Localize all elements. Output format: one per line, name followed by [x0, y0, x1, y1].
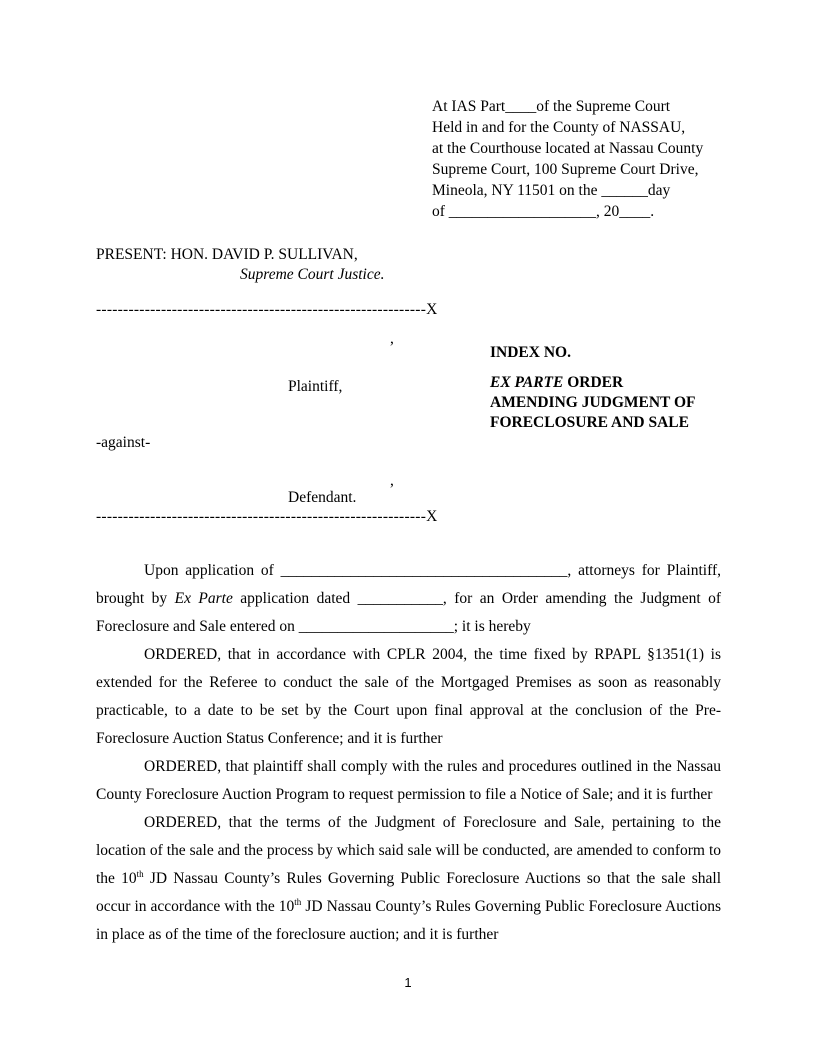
application-text: application dated: [232, 590, 358, 607]
present-line: PRESENT: HON. DAVID P. SULLIVAN,: [96, 246, 358, 263]
caption-separator-top: -------------------------------------------------------------X: [96, 301, 438, 318]
application-date-blank: ___________: [357, 590, 443, 607]
application-text: ; it is hereby: [453, 618, 531, 635]
application-text: , for an Order amending the Judgment of Foreclosure and Sale entered on: [96, 590, 721, 635]
defendant-name-comma: ,: [390, 472, 394, 489]
application-text: , attorneys for Plaintiff, brought by: [96, 562, 721, 607]
order-title-ex-parte: EX PARTE: [490, 374, 564, 391]
court-caption-line: at the Courthouse located at Nassau County: [432, 140, 704, 157]
justice-title: Supreme Court Justice.: [240, 266, 385, 283]
application-text: Upon application of: [144, 562, 281, 579]
defendant-label: Defendant.: [288, 489, 357, 506]
ex-parte-italic: Ex Parte: [174, 590, 233, 607]
terms-text: JD Nassau County’s Rules Governing Public Foreclosure Auctions in place as of the time of the foreclosure auction; and it is further: [96, 898, 721, 943]
order-title-line1: [490, 373, 623, 393]
ordered-paragraph-cplr: ORDERED, that in accordance with CPLR 2004, the time fixed by RPAPL §1351(1) is extended for the Referee to conduct the sale of the Mortgaged Premises as soon as reasonably practicable, to a date to be set by the Court upon final approval at the conclusion of the Pre-Foreclosure Auction Status Conference; and it is further: [96, 646, 721, 747]
terms-text: JD Nassau County’s Rules Governing Public Foreclosure Auctions so that the sale shall occur in accordance with the 10: [96, 870, 721, 915]
ordinal-superscript: th: [136, 868, 144, 879]
order-title-line3: FORECLOSURE AND SALE: [490, 414, 689, 431]
caption-separator-bottom: -------------------------------------------------------------X: [96, 508, 438, 525]
against-label: -against-: [96, 434, 151, 451]
plaintiff-name-comma: ,: [390, 330, 394, 347]
attorneys-blank: _____________________________________: [280, 562, 568, 579]
court-caption-line: At IAS Part____of the Supreme Court: [432, 98, 671, 115]
terms-text: ORDERED, that the terms of the Judgment of Foreclosure and Sale, pertaining to the location of the sale and the process by which said sale will be conducted, are amended to conform to the 10: [96, 814, 721, 887]
order-title-line2: AMENDING JUDGMENT OF: [490, 394, 696, 411]
ordered-paragraph-comply: ORDERED, that plaintiff shall comply with the rules and procedures outlined in the Nassau County Foreclosure Auction Program to request permission to file a Notice of Sale; and it is further: [96, 758, 721, 803]
court-caption-line: of ___________________, 20____.: [432, 203, 655, 220]
court-caption-line: Supreme Court, 100 Supreme Court Drive,: [432, 161, 699, 178]
plaintiff-label: Plaintiff,: [288, 378, 343, 395]
court-caption-line: Held in and for the County of NASSAU,: [432, 119, 686, 136]
court-caption-line: Mineola, NY 11501 on the ______day: [432, 182, 671, 199]
page-number: 1: [404, 975, 412, 990]
judgment-date-blank: ____________________: [298, 618, 454, 635]
index-number-label: INDEX NO.: [490, 344, 571, 361]
ordinal-superscript: th: [294, 896, 302, 907]
order-title-order: ORDER: [563, 374, 624, 391]
ordered-paragraph-terms: [96, 809, 721, 949]
application-paragraph: [96, 557, 721, 641]
